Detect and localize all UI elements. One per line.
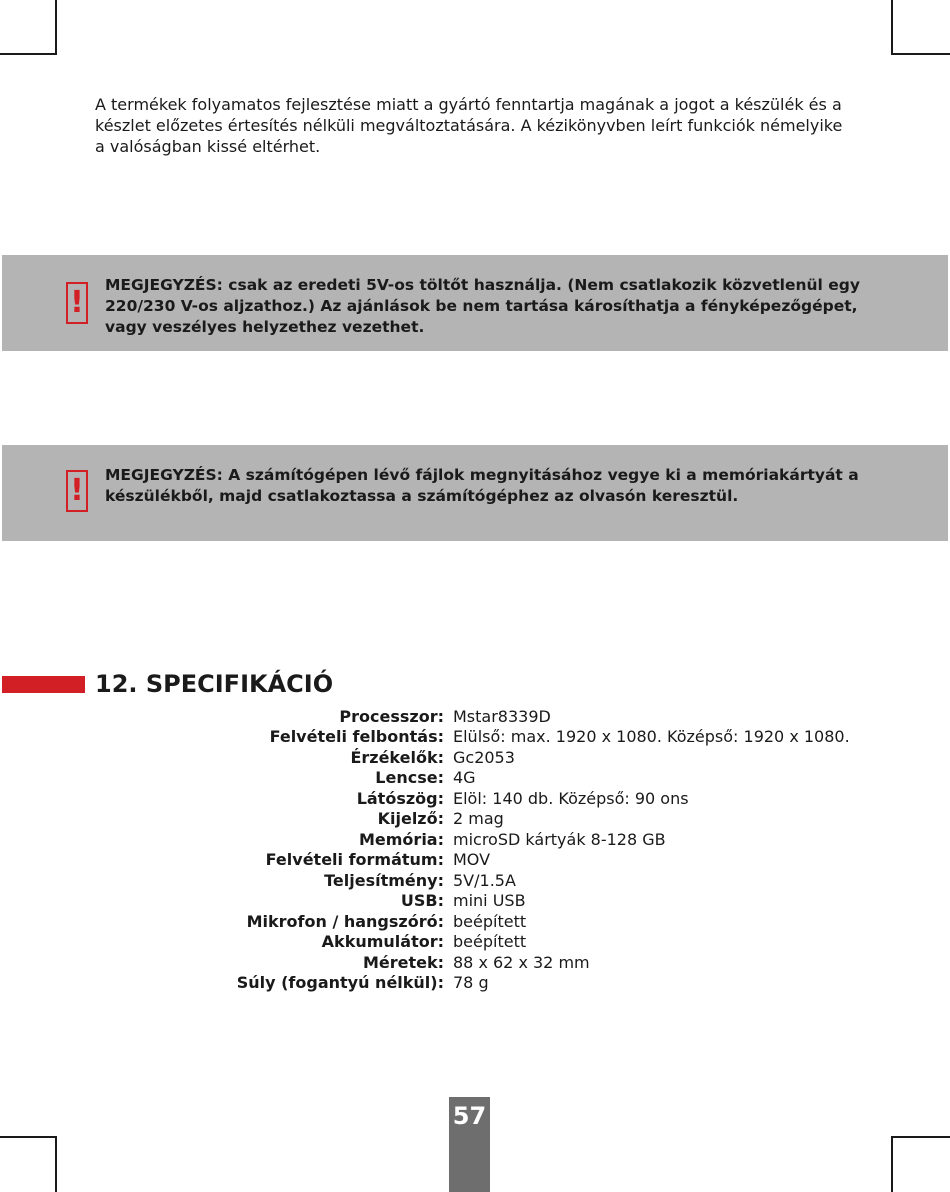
page-number: 57 [452, 1102, 487, 1130]
section-accent-bar [2, 676, 85, 693]
spec-value: beépített [453, 932, 527, 952]
spec-row [0, 932, 950, 953]
crop-mark-bottom-right [891, 1136, 893, 1192]
spec-list [0, 706, 950, 993]
spec-row [0, 829, 950, 850]
spec-label: Felvételi formátum: [265, 850, 444, 870]
spec-label: Kijelző: [377, 809, 444, 829]
spec-row [0, 870, 950, 891]
spec-value: Gc2053 [453, 747, 515, 767]
spec-value: Elöl: 140 db. Középső: 90 ons [453, 788, 689, 808]
note-text: MEGJEGYZÉS: A számítógépen lévő fájlok megnyitásához vegye ki a memóriakártyát a készülékből, majd csatlakoztassa a számítógéphez az olvasón keresztül. [105, 466, 859, 505]
spec-value: 88 x 62 x 32 mm [453, 952, 590, 972]
crop-mark-bottom-right [891, 1136, 950, 1138]
spec-value: beépített [453, 911, 527, 931]
spec-row [0, 952, 950, 973]
crop-mark-top-right [891, 53, 950, 55]
spec-value: Mstar8339D [453, 706, 551, 726]
note-box [2, 255, 948, 351]
spec-row [0, 850, 950, 871]
spec-value: 5V/1.5A [453, 870, 516, 890]
spec-row [0, 911, 950, 932]
intro-paragraph: A termékek folyamatos fejlesztése miatt a gyártó fenntartja magának a jogot a készülék és a készlet előzetes értesítés nélküli megváltoztatására. A kézikönyvben leírt funkciók némelyike a valóságban kissé eltérhet. [95, 95, 843, 156]
spec-row [0, 973, 950, 994]
spec-row [0, 891, 950, 912]
spec-label: Látószög: [356, 788, 444, 808]
spec-label: Felvételi felbontás: [269, 727, 444, 747]
exclamation-icon: ! [66, 470, 88, 512]
spec-row [0, 706, 950, 727]
spec-value: 2 mag [453, 809, 504, 829]
section-heading: 12. SPECIFIKÁCIÓ [95, 670, 334, 698]
spec-label: Súly (fogantyú nélkül): [236, 973, 444, 993]
spec-label: Processzor: [339, 706, 444, 726]
spec-value: MOV [453, 850, 491, 870]
spec-label: Méretek: [362, 952, 444, 972]
crop-mark-top-left [0, 53, 57, 55]
note-box [2, 445, 948, 541]
spec-row [0, 809, 950, 830]
crop-mark-top-right [891, 0, 893, 55]
spec-value: 78 g [453, 973, 489, 993]
spec-label: USB: [400, 891, 444, 911]
spec-value: mini USB [453, 891, 526, 911]
spec-label: Mikrofon / hangszóró: [246, 911, 444, 931]
exclamation-icon: ! [66, 282, 88, 324]
crop-mark-bottom-left [0, 1136, 57, 1138]
spec-label: Lencse: [375, 768, 444, 788]
crop-mark-top-left [55, 0, 57, 55]
spec-value: Elülső: max. 1920 x 1080. Középső: 1920 x 1080. [453, 727, 850, 747]
crop-mark-bottom-left [55, 1136, 57, 1192]
spec-row [0, 788, 950, 809]
spec-value: 4G [453, 768, 476, 788]
spec-label: Akkumulátor: [321, 932, 444, 952]
spec-label: Teljesítmény: [324, 870, 444, 890]
spec-row [0, 747, 950, 768]
spec-row [0, 768, 950, 789]
spec-label: Érzékelők: [350, 747, 444, 767]
spec-value: microSD kártyák 8-128 GB [453, 829, 666, 849]
note-text: MEGJEGYZÉS: csak az eredeti 5V-os töltőt használja. (Nem csatlakozik közvetlenül egy 220/230 V-os aljzathoz.) Az ajánlások be nem tartása károsíthatja a fényképezőgépet, vagy veszélyes helyzethez vezethet. [105, 276, 860, 336]
spec-label: Memória: [358, 829, 444, 849]
spec-row [0, 727, 950, 748]
